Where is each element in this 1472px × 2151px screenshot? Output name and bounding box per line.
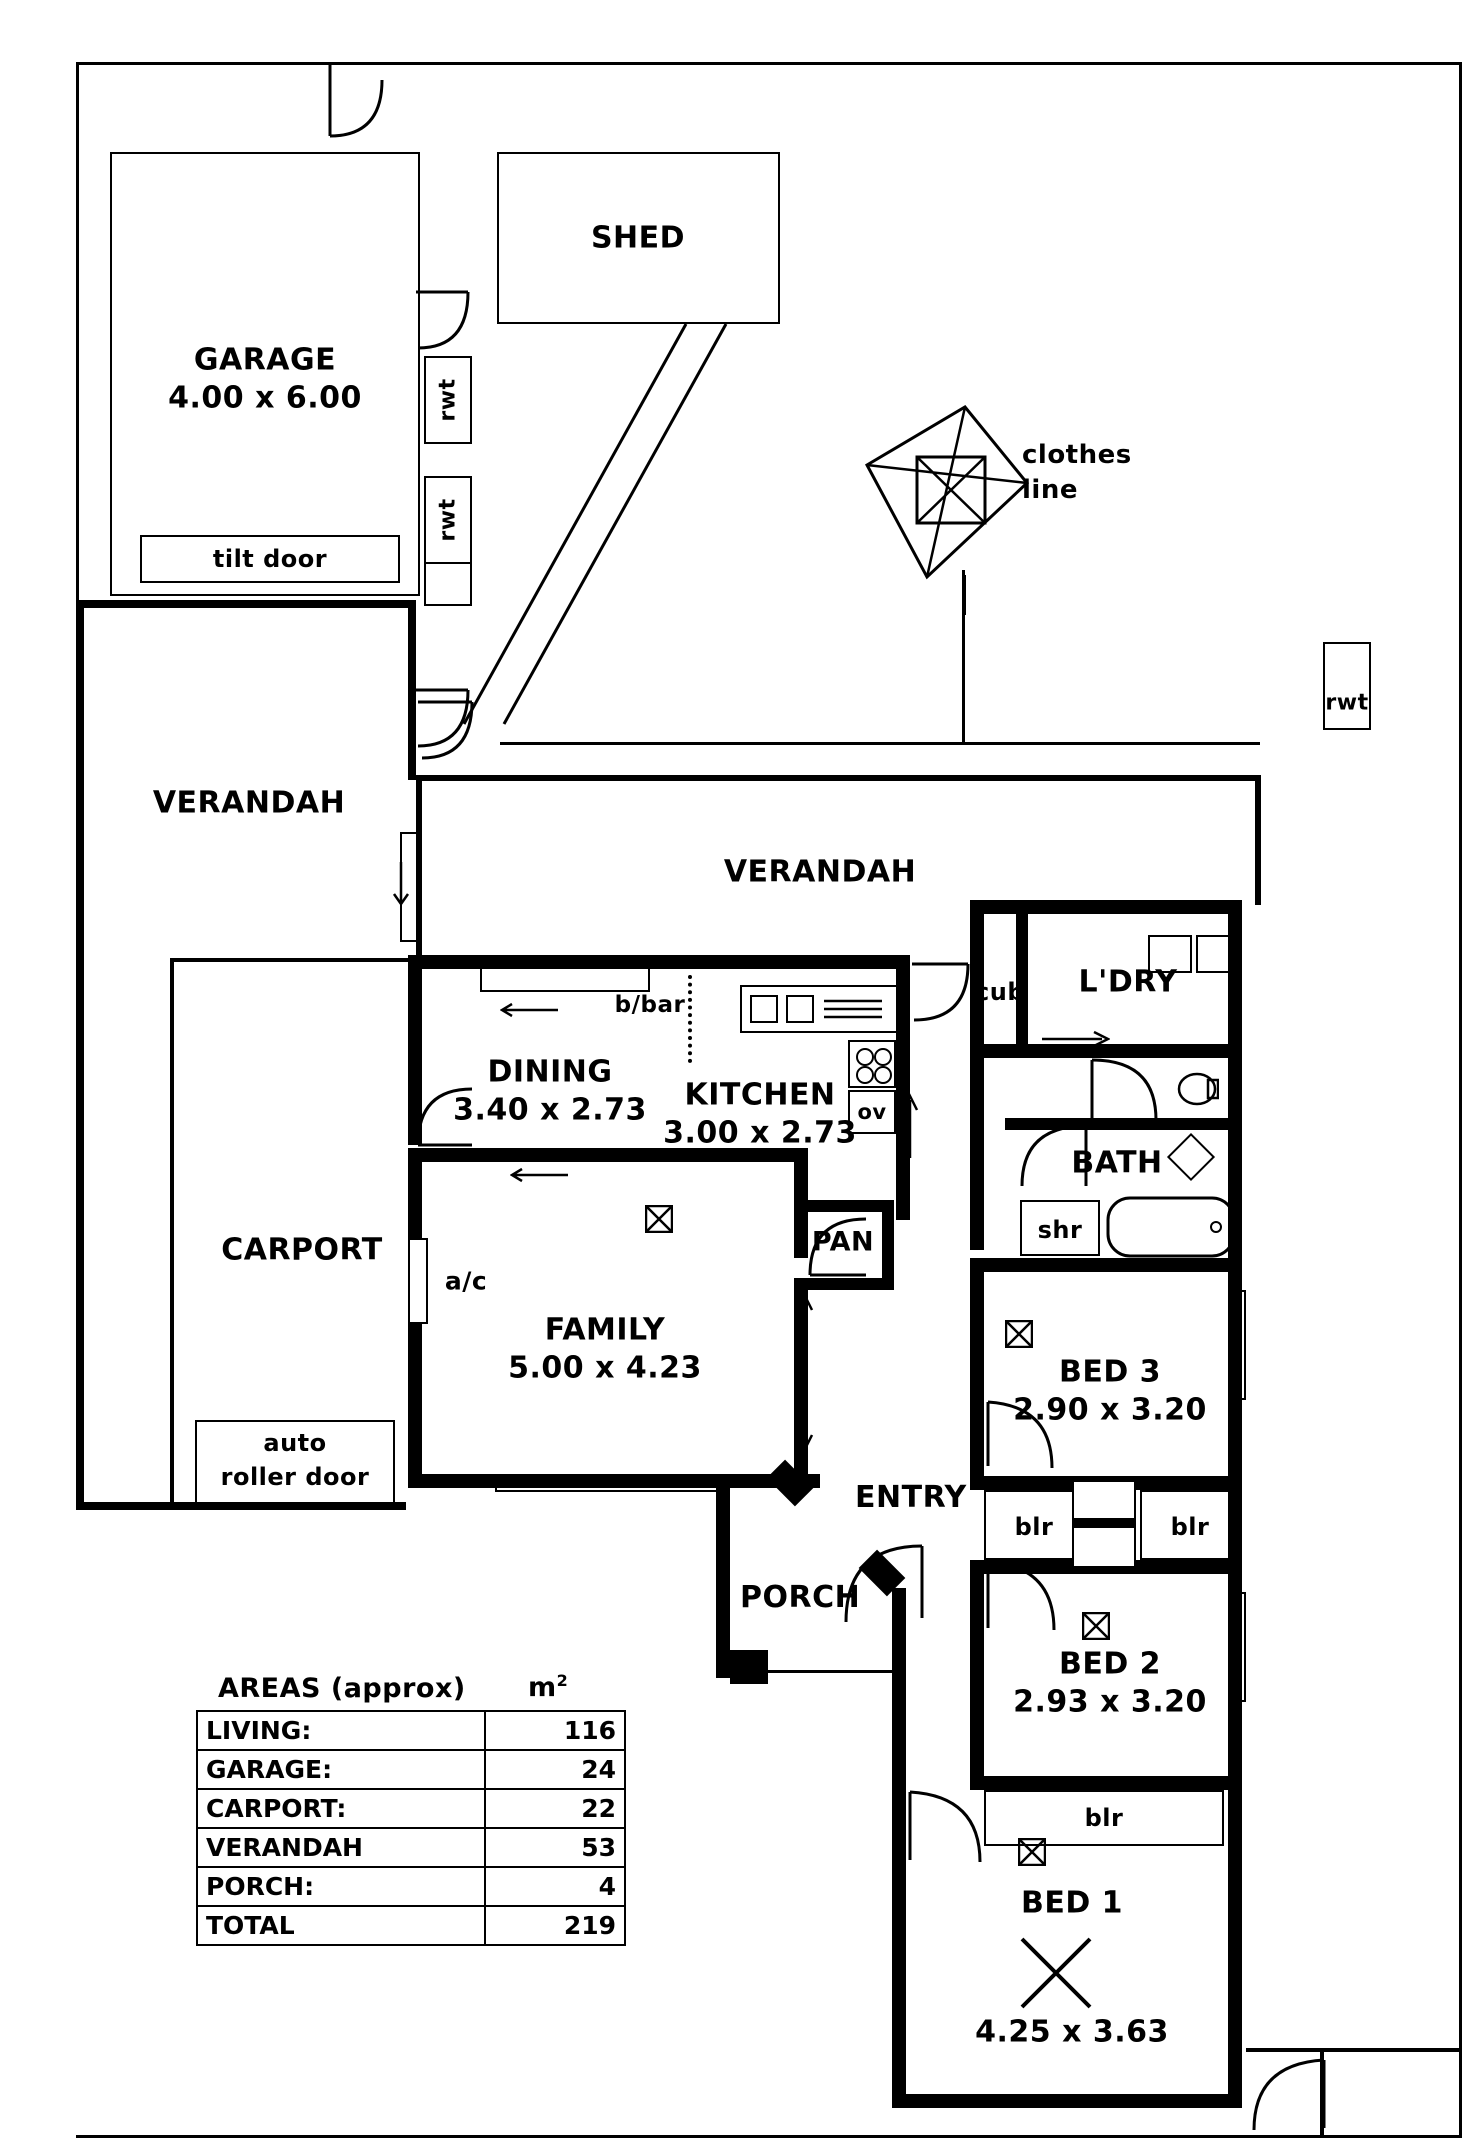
clothes-line-stem — [963, 575, 966, 615]
dining-bench-1 — [480, 962, 650, 992]
bed3-fan-icon — [1005, 1320, 1033, 1348]
kitchen-sink-1 — [750, 995, 778, 1023]
bath-door-swing — [1020, 1124, 1090, 1190]
dining-label: DINING — [487, 1054, 613, 1090]
entry-door-swing — [840, 1540, 926, 1626]
path-bottom-line — [500, 742, 1260, 745]
bed1-dims-label: 4.25 x 3.63 — [975, 2014, 1169, 2050]
auto-roller-label-2: roller door — [220, 1463, 370, 1491]
table-row — [197, 1750, 625, 1789]
ldry-door-swing — [1090, 1058, 1160, 1124]
bed3-label: BED 3 — [1058, 1354, 1162, 1390]
bath-label: BATH — [1071, 1145, 1163, 1181]
kitchen-door-swing — [910, 962, 972, 1024]
verandah-right-wall — [1255, 775, 1261, 905]
bbar-dotted — [688, 975, 696, 1063]
shr-label: shr — [1037, 1216, 1083, 1244]
bed2-label: BED 2 — [1058, 1646, 1162, 1682]
clothes-line-symbol — [855, 405, 1035, 595]
wall-pan-bottom — [794, 1278, 894, 1290]
arrow-kitchen-family — [795, 1290, 815, 1360]
ldry-window — [1012, 900, 1108, 914]
kitchen-burners — [852, 1044, 896, 1088]
family-bottom-window — [495, 1478, 725, 1492]
areas-row-value: 24 — [485, 1750, 625, 1789]
areas-total-label: TOTAL — [197, 1906, 485, 1945]
bed2-window — [1232, 1592, 1246, 1702]
bath-basin — [1167, 1133, 1215, 1181]
arrow-kitchen-up — [900, 1090, 920, 1160]
tilt-door-label: tilt door — [212, 545, 328, 573]
site-boundary-right — [1459, 62, 1462, 2138]
family-label: FAMILY — [544, 1312, 666, 1348]
bed1-label: BED 1 — [1020, 1885, 1124, 1921]
verandah-window-arrow — [388, 862, 414, 906]
rwt-label-right: rwt — [1325, 690, 1369, 716]
blr-label-right: blr — [1170, 1513, 1210, 1541]
kitchen-dims-label: 3.00 x 2.73 — [663, 1115, 857, 1151]
bed3-door-swing — [986, 1400, 1056, 1472]
garage-dims-label: 4.00 x 6.00 — [168, 380, 362, 416]
wall-pan-top — [794, 1200, 894, 1212]
wall-pan-right — [882, 1200, 894, 1290]
areas-row-value: 22 — [485, 1789, 625, 1828]
dining-carport-door-swing — [414, 1085, 476, 1149]
bed1-bottom-window — [985, 2094, 1165, 2108]
driveway-lines — [440, 300, 860, 760]
areas-row-value: 53 — [485, 1828, 625, 1867]
areas-row-label: GARAGE: — [197, 1750, 485, 1789]
ov-label: ov — [857, 1100, 887, 1124]
blr-center-divider — [1072, 1518, 1136, 1528]
ac-label: a/c — [444, 1266, 488, 1296]
bed3-dims-label: 2.90 x 3.20 — [1013, 1392, 1207, 1428]
ldry-label: L'DRY — [1078, 964, 1178, 1000]
site-boundary-bottom — [76, 2135, 1462, 2138]
dining-dims-label: 3.40 x 2.73 — [453, 1092, 647, 1128]
ac-unit-box — [408, 1238, 428, 1324]
wall-hall-right — [892, 1588, 906, 2108]
blr-label-left: blr — [1014, 1513, 1054, 1541]
pan-door-swing — [806, 1215, 870, 1279]
family-top-arrow — [510, 1165, 570, 1185]
arrow-entry-family — [795, 1385, 815, 1455]
areas-row-label: VERANDAH — [197, 1828, 485, 1867]
rwt-label-1: rwt — [435, 378, 461, 422]
areas-row-label: LIVING: — [197, 1711, 485, 1750]
areas-row-value: 4 — [485, 1867, 625, 1906]
bed1-exterior-step-v — [1320, 2048, 1324, 2138]
bed1-fan-icon — [1018, 1838, 1046, 1866]
areas-row-label: CARPORT: — [197, 1789, 485, 1828]
wall-bed1-right — [1228, 1780, 1242, 2108]
wall-wing-left-2 — [970, 1258, 984, 1488]
verandah-left-label: VERANDAH — [152, 785, 346, 821]
table-row — [197, 1711, 625, 1750]
bed2-dims-label: 2.93 x 3.20 — [1013, 1684, 1207, 1720]
table-row-total — [197, 1906, 625, 1945]
wall-bath-bottom — [970, 1258, 1242, 1272]
dining-bench-arrow — [500, 1000, 560, 1020]
areas-unit-m: m — [528, 1672, 557, 1703]
carport-left-wall — [170, 958, 174, 1504]
areas-table-header-unit — [528, 1671, 568, 1703]
table-row — [197, 1789, 625, 1828]
areas-row-label: PORCH: — [197, 1867, 485, 1906]
kitchen-sink-2 — [786, 995, 814, 1023]
bathtub-symbol — [1106, 1196, 1236, 1258]
clothes-line-label-1: clothes — [1022, 440, 1132, 470]
cub-label: cub — [975, 978, 1025, 1006]
ldry-trough-2 — [1196, 935, 1240, 973]
clothes-line-label-2: line — [1022, 475, 1078, 505]
bed2-door-swing — [986, 1560, 1058, 1634]
bed1-door-swing — [908, 1790, 984, 1866]
family-dims-label: 5.00 x 4.23 — [508, 1350, 702, 1386]
kitchen-label: KITCHEN — [684, 1077, 836, 1113]
verandah-left-wall — [76, 600, 84, 1510]
ldry-door-arrow — [1040, 1028, 1110, 1050]
porch-label: PORCH — [740, 1580, 861, 1615]
verandah-top-label: VERANDAH — [723, 854, 917, 890]
verandah-door-swing — [416, 700, 476, 762]
areas-table-header-label: AREAS (approx) — [218, 1673, 466, 1704]
ldry-trough-1 — [1148, 935, 1192, 973]
bed1-exterior-door-swing — [1250, 2058, 1326, 2134]
kitchen-drainer — [822, 995, 886, 1023]
entry-label: ENTRY — [855, 1480, 967, 1515]
garage-top-door-swing — [328, 62, 384, 138]
garage-label: GARAGE — [193, 342, 337, 378]
shed-label: SHED — [590, 220, 686, 256]
wall-wing-left — [970, 900, 984, 1250]
rwt-box-right — [1323, 642, 1371, 730]
wall-porch-left — [716, 1486, 730, 1676]
areas-total-value: 219 — [485, 1906, 625, 1945]
verandah-left-top — [76, 600, 416, 608]
wall-wing-left-3 — [970, 1560, 984, 1790]
areas-table — [196, 1710, 626, 1946]
family-ceiling-fan-icon — [645, 1205, 673, 1233]
bed3-window — [1232, 1290, 1246, 1400]
table-row — [197, 1867, 625, 1906]
porch-bottom-block — [730, 1650, 768, 1684]
bed1-blr-label: blr — [1084, 1804, 1124, 1832]
carport-top-wall — [170, 958, 416, 962]
rwt-label-2: rwt — [435, 498, 461, 542]
verandah-top-wall — [416, 775, 1261, 781]
porch-step-line — [766, 1670, 892, 1673]
bed1-exterior-step — [1246, 2048, 1462, 2052]
wc-symbol — [1175, 1070, 1219, 1108]
auto-roller-label-1: auto — [263, 1429, 327, 1457]
areas-unit-sup: 2 — [556, 1671, 569, 1690]
verandah-mid-wall — [408, 600, 416, 780]
carport-label: CARPORT — [221, 1232, 383, 1268]
site-boundary-top — [76, 62, 1462, 65]
bed1-bed-symbol — [1018, 1935, 1094, 2011]
site-boundary-left-upper — [76, 62, 79, 602]
table-row — [197, 1828, 625, 1867]
bed2-fan-icon — [1082, 1612, 1110, 1640]
areas-row-value: 116 — [485, 1711, 625, 1750]
pan-label: PAN — [811, 1226, 875, 1258]
wall-bed2-bottom — [970, 1776, 1242, 1790]
bbar-label: b/bar — [614, 992, 686, 1018]
